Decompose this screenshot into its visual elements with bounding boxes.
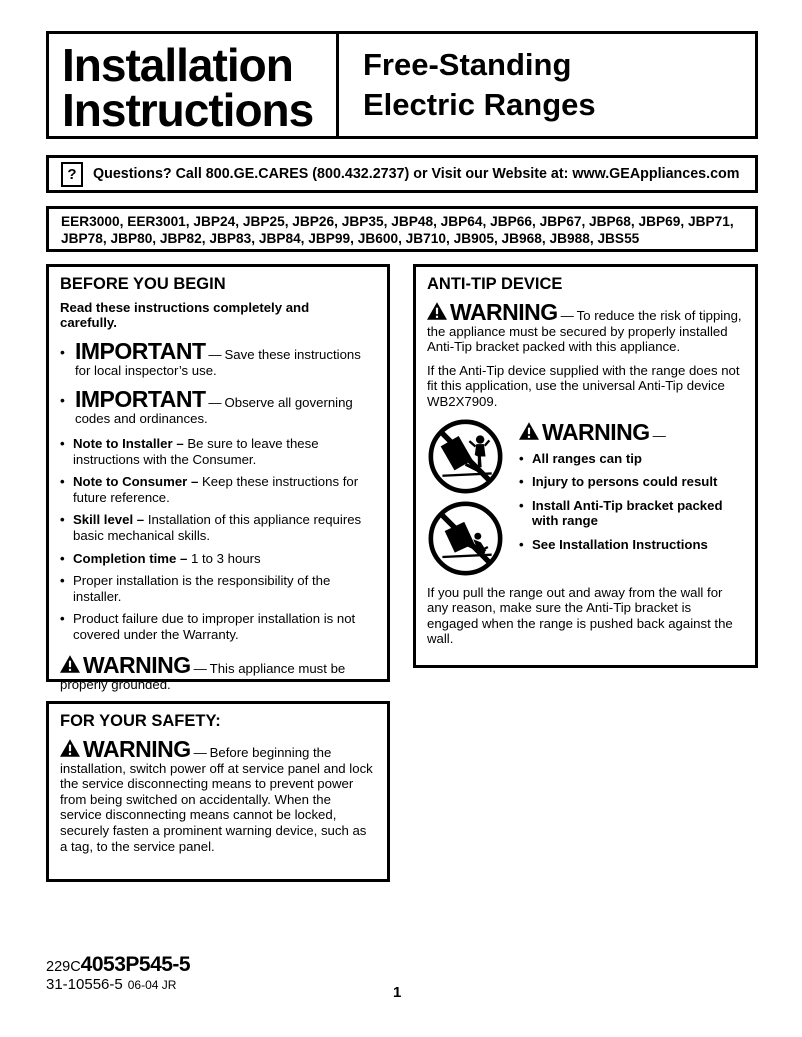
doc-subtitle-line2: Electric Ranges bbox=[363, 87, 596, 122]
list-item bbox=[519, 537, 744, 553]
list-item bbox=[60, 436, 376, 467]
list-item bbox=[60, 474, 376, 505]
important-item bbox=[60, 339, 376, 379]
bullet-text: See Installation Instructions bbox=[532, 536, 708, 552]
section-title: BEFORE YOU BEGIN bbox=[60, 275, 226, 293]
bullet-lead: Note to Consumer – bbox=[73, 474, 199, 490]
doc-title-line2: Instructions bbox=[62, 84, 314, 136]
part-number: 4053P545-5 bbox=[80, 953, 191, 976]
dash: — bbox=[208, 395, 222, 411]
dash: — bbox=[652, 427, 666, 443]
doc-title-line1: Installation bbox=[62, 39, 293, 91]
list-item bbox=[519, 451, 744, 467]
bullet-lead: Completion time – bbox=[73, 550, 188, 566]
bullet-marker: • bbox=[519, 474, 524, 490]
range-tipping-child-prohibition-icon bbox=[427, 418, 504, 495]
anti-tip-warning bbox=[427, 300, 744, 355]
anti-tip-paragraph: If the Anti-Tip device supplied with the range does not fit this application, use the universal Anti-Tip device WB2X7909. bbox=[427, 362, 740, 409]
bullet-text: Product failure due to improper installation is not covered under the Warranty. bbox=[73, 611, 356, 642]
dash: — bbox=[193, 744, 207, 760]
anti-tip-paragraph: If you pull the range out and away from the wall for any reason, make sure the Anti-Tip bracket is engaged when the range is pushed back against the wall. bbox=[427, 584, 733, 647]
important-keyword: IMPORTANT bbox=[75, 337, 206, 364]
bullet-marker: • bbox=[60, 611, 65, 627]
bullet-marker: • bbox=[60, 573, 65, 589]
part-prefix: 229C bbox=[46, 959, 81, 975]
grounding-warning bbox=[60, 653, 376, 693]
anti-tip-bullet-list bbox=[519, 451, 744, 553]
warning-triangle-icon bbox=[519, 422, 539, 440]
dash: — bbox=[208, 346, 222, 362]
doc-subtitle bbox=[339, 34, 755, 136]
bullet-marker: • bbox=[60, 512, 65, 528]
bullet-text: Install Anti-Tip bracket packed with range bbox=[532, 497, 723, 529]
doc-number-line bbox=[46, 977, 190, 993]
doc-number: 31-10556-5 bbox=[46, 976, 123, 993]
warning-triangle-icon bbox=[427, 302, 447, 320]
bullet-text: All ranges can tip bbox=[532, 450, 642, 466]
list-item bbox=[60, 611, 376, 642]
list-item bbox=[519, 498, 744, 529]
list-item bbox=[60, 512, 376, 543]
list-item bbox=[60, 551, 376, 567]
warning-triangle-icon bbox=[60, 655, 80, 673]
warning-keyword: WARNING bbox=[83, 735, 191, 762]
bullet-marker: • bbox=[60, 392, 65, 409]
bullet-text: Injury to persons could result bbox=[532, 474, 718, 490]
dash: — bbox=[193, 660, 207, 676]
bullet-marker: • bbox=[519, 450, 524, 466]
bullet-marker: • bbox=[519, 536, 524, 552]
footer bbox=[46, 953, 190, 993]
bullet-marker: • bbox=[60, 343, 65, 360]
range-tipping-person-prohibition-icon bbox=[427, 500, 504, 577]
bullet-marker: • bbox=[60, 435, 65, 451]
important-item bbox=[60, 387, 376, 427]
warning-keyword: WARNING bbox=[450, 298, 558, 325]
bullet-marker: • bbox=[60, 474, 65, 490]
bullet-text: 1 to 3 hours bbox=[191, 550, 261, 566]
bullet-lead: Note to Installer – bbox=[73, 435, 184, 451]
safety-warning bbox=[60, 737, 376, 855]
warning-keyword: WARNING bbox=[542, 418, 650, 445]
anti-tip-section bbox=[413, 264, 758, 668]
dash: — bbox=[560, 307, 574, 323]
important-text: Observe all governing codes and ordinances. bbox=[75, 395, 353, 427]
question-mark-icon: ? bbox=[61, 162, 83, 187]
model-numbers: EER3000, EER3001, JBP24, JBP25, JBP26, JBP35, JBP48, JBP64, JBP66, JBP67, JBP68, JBP69, JBP71, JBP78, JBP80, JBP82, JBP83, JBP84, JBP99, JB600, JB710, JB905, JB968, JB988, JBS55 bbox=[46, 206, 758, 252]
warning-text: Before beginning the installation, switch power off at service panel and lock the service disconnecting means to prevent power from being switched on accidentally. When the service disconnecting means cannot be locked, securely fasten a prominent warning device, such as a tag, to the service panel. bbox=[60, 744, 373, 854]
header bbox=[46, 31, 758, 139]
section-title: FOR YOUR SAFETY: bbox=[60, 712, 221, 730]
anti-tip-warning-block bbox=[427, 418, 744, 577]
list-item bbox=[519, 474, 744, 490]
important-text: Save these instructions for local inspector’s use. bbox=[75, 346, 361, 378]
bullet-text: Installation of this appliance requires basic mechanical skills. bbox=[73, 512, 362, 543]
doc-date: 06-04 JR bbox=[127, 978, 177, 992]
part-number-line bbox=[46, 953, 190, 977]
warning-text: To reduce the risk of tipping, the appliance must be secured by properly installed Anti-Tip bracket packed with this appliance. bbox=[427, 307, 742, 355]
doc-title bbox=[49, 34, 339, 136]
section-title: ANTI-TIP DEVICE bbox=[427, 275, 563, 293]
warning-triangle-icon bbox=[60, 739, 80, 757]
bullet-marker: • bbox=[60, 550, 65, 566]
bullet-lead: Skill level – bbox=[73, 512, 145, 528]
warning-text: This appliance must be properly grounded. bbox=[60, 660, 346, 692]
bullet-text: Keep these instructions for future reference. bbox=[73, 474, 359, 505]
important-keyword: IMPORTANT bbox=[75, 386, 206, 413]
page-number: 1 bbox=[393, 984, 402, 1001]
contact-bar bbox=[46, 155, 758, 193]
contact-text: Questions? Call 800.GE.CARES (800.432.2737) or Visit our Website at: www.GEAppliances.com bbox=[93, 166, 740, 182]
before-you-begin-section bbox=[46, 264, 390, 692]
list-item bbox=[60, 573, 376, 604]
doc-subtitle-line1: Free-Standing bbox=[363, 47, 572, 82]
bullet-marker: • bbox=[519, 497, 524, 513]
intro-text: Read these instructions completely and carefully. bbox=[60, 299, 310, 331]
for-your-safety-section bbox=[46, 701, 390, 882]
warning-keyword: WARNING bbox=[83, 651, 191, 678]
bullet-text: Be sure to leave these instructions with the Consumer. bbox=[73, 435, 319, 467]
anti-tip-warning-header bbox=[519, 420, 744, 444]
bullet-text: Proper installation is the responsibility of the installer. bbox=[73, 573, 331, 604]
